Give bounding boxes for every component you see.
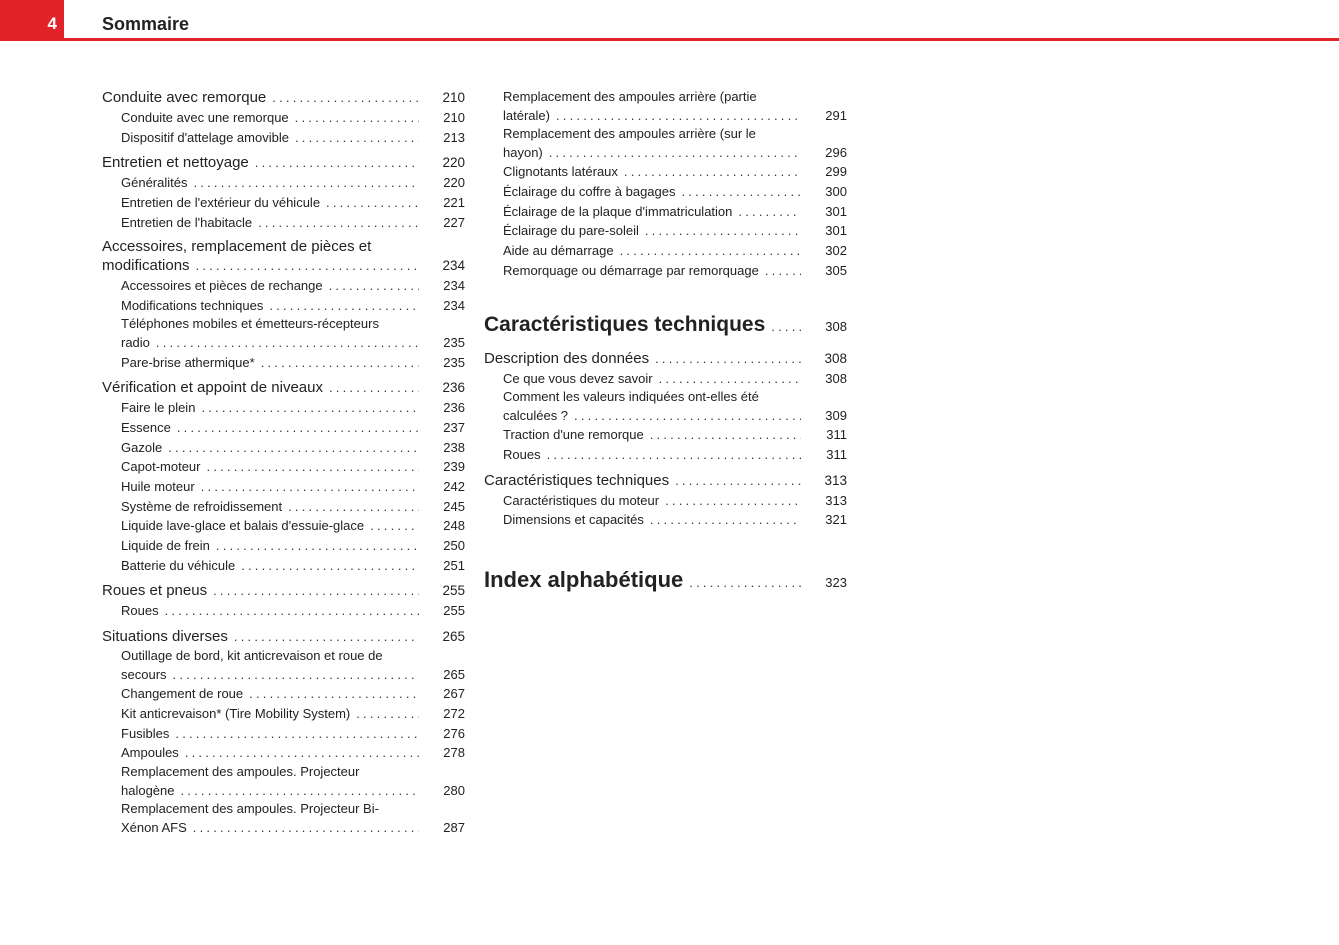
dot-leader (288, 497, 419, 517)
page-ref: 210 (442, 90, 465, 105)
page-ref: 291 (825, 107, 847, 123)
page-ref: 313 (825, 492, 847, 508)
dot-leader (272, 88, 419, 108)
page-ref: 235 (443, 354, 465, 370)
page-ref: 238 (443, 439, 465, 455)
entry-title: Fusibles (121, 725, 170, 741)
page-ref: 309 (825, 407, 847, 423)
entry-title: Capot-moteur (121, 459, 201, 475)
entry-title: Entretien de l'habitacle (121, 214, 253, 230)
header-rule (0, 38, 1339, 41)
toc-entry[interactable] (102, 315, 465, 352)
page-ref: 236 (442, 380, 465, 396)
toc-entry[interactable] (484, 162, 847, 182)
toc-entry[interactable] (102, 516, 465, 536)
entry-title: Accessoires, remplacement de pièces et (102, 238, 372, 256)
dot-leader (295, 108, 419, 128)
page-ref: 255 (442, 583, 465, 599)
page-ref: 251 (443, 557, 465, 573)
entry-title: Système de refroidissement (121, 498, 283, 514)
entry-title: Caractéristiques techniques (484, 312, 766, 336)
dot-leader (269, 296, 419, 316)
entry-title: Dimensions et capacités (503, 512, 644, 528)
page-ref: 255 (443, 603, 465, 619)
entry-title: latérale) (503, 107, 550, 123)
entry-title: Roues (121, 603, 159, 619)
toc-entry[interactable] (102, 353, 465, 373)
dot-leader (329, 378, 419, 398)
page-ref: 245 (443, 498, 465, 514)
toc-entry[interactable] (102, 457, 465, 477)
entry-title: Outillage de bord, kit anticrevaison et roue de (121, 648, 383, 664)
page-ref: 296 (825, 144, 847, 160)
page-ref: 301 (825, 223, 847, 239)
dot-leader (175, 724, 419, 744)
toc-entry[interactable] (102, 128, 465, 148)
dot-leader (258, 213, 419, 233)
entry-title: Téléphones mobiles et émetteurs-récepteurs (121, 316, 379, 332)
dot-leader (682, 182, 802, 202)
page-number-box (0, 0, 64, 39)
entry-title: Caractéristiques du moteur (503, 492, 660, 508)
dot-leader (173, 665, 419, 685)
page-ref: 313 (824, 472, 847, 488)
toc-chapter[interactable] (484, 349, 847, 369)
entry-title: Accessoires et pièces de rechange (121, 277, 323, 293)
toc-column-right (484, 88, 847, 604)
page-ref: 287 (443, 819, 465, 835)
entry-title: Caractéristiques techniques (484, 471, 670, 489)
toc-column-left (102, 88, 465, 837)
toc-entry[interactable] (484, 445, 847, 465)
dot-leader (356, 704, 419, 724)
toc-entry[interactable] (484, 510, 847, 530)
dot-leader (556, 106, 801, 126)
entry-title: Description des données (484, 349, 650, 367)
page-ref: 237 (443, 419, 465, 435)
page-ref: 227 (443, 214, 465, 230)
dot-leader (168, 438, 419, 458)
toc-chapter[interactable] (102, 627, 465, 647)
entry-title: Index alphabétique (484, 567, 684, 593)
entry-title: Entretien et nettoyage (102, 154, 249, 172)
toc-entry[interactable] (102, 800, 465, 837)
entry-title: Clignotants latéraux (503, 164, 618, 180)
page-ref: 302 (825, 243, 847, 259)
toc-entry[interactable] (102, 724, 465, 744)
dot-leader (326, 193, 419, 213)
page-ref: 299 (825, 164, 847, 180)
page-ref: 276 (443, 725, 465, 741)
page-ref: 265 (443, 666, 465, 682)
page-ref: 267 (443, 686, 465, 702)
dot-leader (771, 313, 801, 341)
entry-title: Traction d'une remorque (503, 427, 644, 443)
page-ref: 220 (442, 155, 465, 171)
dot-leader (738, 202, 801, 222)
page-ref: 221 (443, 195, 465, 211)
entry-title: Remorquage ou démarrage par remorquage (503, 262, 759, 278)
toc-chapter[interactable] (102, 581, 465, 601)
toc-chapter[interactable] (102, 153, 465, 173)
toc-entry[interactable] (102, 647, 465, 684)
page-ref: 213 (443, 129, 465, 145)
toc-entry[interactable] (102, 438, 465, 458)
dot-leader (261, 353, 419, 373)
dot-leader (255, 153, 419, 173)
entry-title: Remplacement des ampoules. Projecteur (121, 764, 360, 779)
dot-leader (765, 261, 801, 281)
toc-chapter[interactable] (102, 238, 465, 276)
entry-title: Xénon AFS (121, 819, 187, 835)
entry-title: Situations diverses (102, 628, 228, 646)
dot-leader (645, 221, 801, 241)
entry-title: calculées ? (503, 407, 569, 423)
dot-leader (655, 349, 801, 369)
dot-leader (177, 418, 419, 438)
page-ref: 311 (826, 427, 847, 443)
page-ref: 321 (825, 512, 847, 528)
entry-title: Roues (503, 447, 541, 463)
dot-leader (650, 425, 801, 445)
toc-entry[interactable] (102, 763, 465, 800)
toc-entry[interactable] (102, 213, 465, 233)
dot-leader (181, 781, 420, 801)
entry-title: Ampoules (121, 745, 179, 761)
toc-entry[interactable] (102, 173, 465, 193)
page-ref: 235 (443, 334, 465, 350)
toc-section-title[interactable] (484, 566, 847, 594)
toc-entry[interactable] (484, 425, 847, 445)
toc-entry[interactable] (102, 556, 465, 576)
entry-title: Pare-brise athermique* (121, 354, 255, 370)
entry-title: radio (121, 334, 150, 350)
dot-leader (249, 684, 419, 704)
toc-entry[interactable] (102, 296, 465, 316)
toc-entry[interactable] (102, 108, 465, 128)
entry-title: halogène (121, 782, 175, 798)
entry-title: Faire le plein (121, 400, 196, 416)
entry-title: Changement de roue (121, 686, 244, 702)
entry-title: Batterie du véhicule (121, 557, 236, 573)
page-ref: 248 (443, 518, 465, 534)
page-title: Sommaire (102, 14, 190, 34)
toc-entry[interactable] (102, 684, 465, 704)
entry-title: modifications (102, 256, 190, 274)
page-ref: 308 (824, 350, 847, 366)
dot-leader (213, 581, 419, 601)
dot-leader (185, 743, 419, 763)
page-ref: 234 (443, 277, 465, 293)
entry-title: Gazole (121, 439, 163, 455)
dot-leader (665, 491, 801, 511)
toc-entry[interactable] (102, 276, 465, 296)
entry-title: Remplacement des ampoules arrière (partie (503, 89, 757, 104)
page-ref: 323 (825, 575, 847, 591)
entry-title: Roues et pneus (102, 582, 208, 600)
dot-leader (241, 556, 419, 576)
dot-leader (216, 536, 419, 556)
dot-leader (234, 627, 419, 647)
entry-title: Éclairage du coffre à bagages (503, 184, 676, 200)
toc-entry[interactable] (102, 398, 465, 418)
dot-leader (196, 256, 419, 276)
dot-leader (295, 128, 419, 148)
page-ref: 242 (443, 478, 465, 494)
toc-entry[interactable] (484, 369, 847, 389)
entry-title: Remplacement des ampoules. Projecteur Bi- (121, 801, 379, 817)
entry-title: Entretien de l'extérieur du véhicule (121, 195, 321, 211)
page-ref: 220 (443, 175, 465, 191)
toc-section-title[interactable] (484, 311, 847, 339)
entry-title: Dispositif d'attelage amovible (121, 129, 289, 145)
entry-title: Généralités (121, 175, 188, 191)
entry-title: Liquide de frein (121, 538, 210, 553)
toc-entry[interactable] (102, 418, 465, 438)
toc-entry[interactable] (484, 182, 847, 202)
page-ref: 278 (443, 745, 465, 761)
entry-title: Conduite avec une remorque (121, 110, 289, 125)
entry-title: secours (121, 666, 167, 682)
page-ref: 301 (825, 203, 847, 219)
page-ref: 311 (826, 447, 847, 463)
entry-title: Éclairage du pare-soleil (503, 223, 639, 239)
entry-title: Huile moteur (121, 478, 195, 494)
entry-title: Modifications techniques (121, 297, 264, 313)
toc-chapter[interactable] (102, 88, 465, 108)
dot-leader (549, 143, 801, 163)
dot-leader (193, 818, 419, 838)
dot-leader (574, 406, 801, 426)
toc-entry[interactable] (484, 88, 847, 125)
toc-entry[interactable] (102, 704, 465, 724)
entry-title: hayon) (503, 144, 543, 160)
page-ref: 239 (443, 459, 465, 475)
dot-leader (370, 516, 419, 536)
page-ref: 272 (443, 705, 465, 721)
entry-title: Vérification et appoint de niveaux (102, 379, 323, 397)
page-ref: 308 (825, 370, 847, 386)
dot-leader (675, 471, 801, 491)
toc-entry[interactable] (484, 125, 847, 162)
page-ref: 234 (442, 257, 465, 273)
dot-leader (156, 333, 419, 353)
entry-title: Comment les valeurs indiquées ont-elles été (503, 389, 759, 405)
page-ref: 236 (443, 400, 465, 416)
dot-leader (201, 477, 419, 497)
toc-entry[interactable] (102, 601, 465, 621)
entry-title: Liquide lave-glace et balais d'essuie-glace (121, 518, 365, 534)
toc-entry[interactable] (102, 497, 465, 517)
dot-leader (206, 457, 419, 477)
toc-entry[interactable] (484, 241, 847, 261)
entry-title: Essence (121, 419, 171, 435)
toc-entry[interactable] (484, 261, 847, 281)
page-ref: 280 (443, 782, 465, 798)
toc-entry[interactable] (102, 193, 465, 213)
dot-leader (620, 241, 801, 261)
toc-chapter[interactable] (484, 471, 847, 491)
dot-leader (689, 569, 801, 597)
toc-entry[interactable] (102, 477, 465, 497)
toc-entry[interactable] (102, 536, 465, 556)
toc-entry[interactable] (102, 743, 465, 763)
dot-leader (329, 276, 419, 296)
page-ref: 305 (825, 262, 847, 278)
toc-chapter[interactable] (102, 378, 465, 398)
dot-leader (193, 173, 419, 193)
dot-leader (165, 601, 419, 621)
entry-title: Ce que vous devez savoir (503, 370, 653, 386)
page-ref: 234 (443, 297, 465, 313)
page-ref: 210 (443, 110, 465, 125)
entry-title: Éclairage de la plaque d'immatriculation (503, 203, 733, 219)
page-ref: 265 (442, 629, 465, 645)
entry-title: Aide au démarrage (503, 243, 614, 259)
dot-leader (547, 445, 801, 465)
page-number: 4 (47, 14, 57, 33)
page-ref: 250 (443, 538, 465, 553)
toc-entry[interactable] (484, 202, 847, 222)
toc-entry[interactable] (484, 388, 847, 425)
entry-title: Conduite avec remorque (102, 89, 267, 106)
page-ref: 308 (825, 318, 847, 334)
toc-entry[interactable] (484, 491, 847, 511)
entry-title: Kit anticrevaison* (Tire Mobility System) (121, 705, 351, 721)
dot-leader (659, 369, 801, 389)
dot-leader (201, 398, 419, 418)
dot-leader (650, 510, 801, 530)
dot-leader (624, 162, 801, 182)
toc-entry[interactable] (484, 221, 847, 241)
entry-title: Remplacement des ampoules arrière (sur le (503, 126, 756, 142)
page-ref: 300 (825, 184, 847, 200)
